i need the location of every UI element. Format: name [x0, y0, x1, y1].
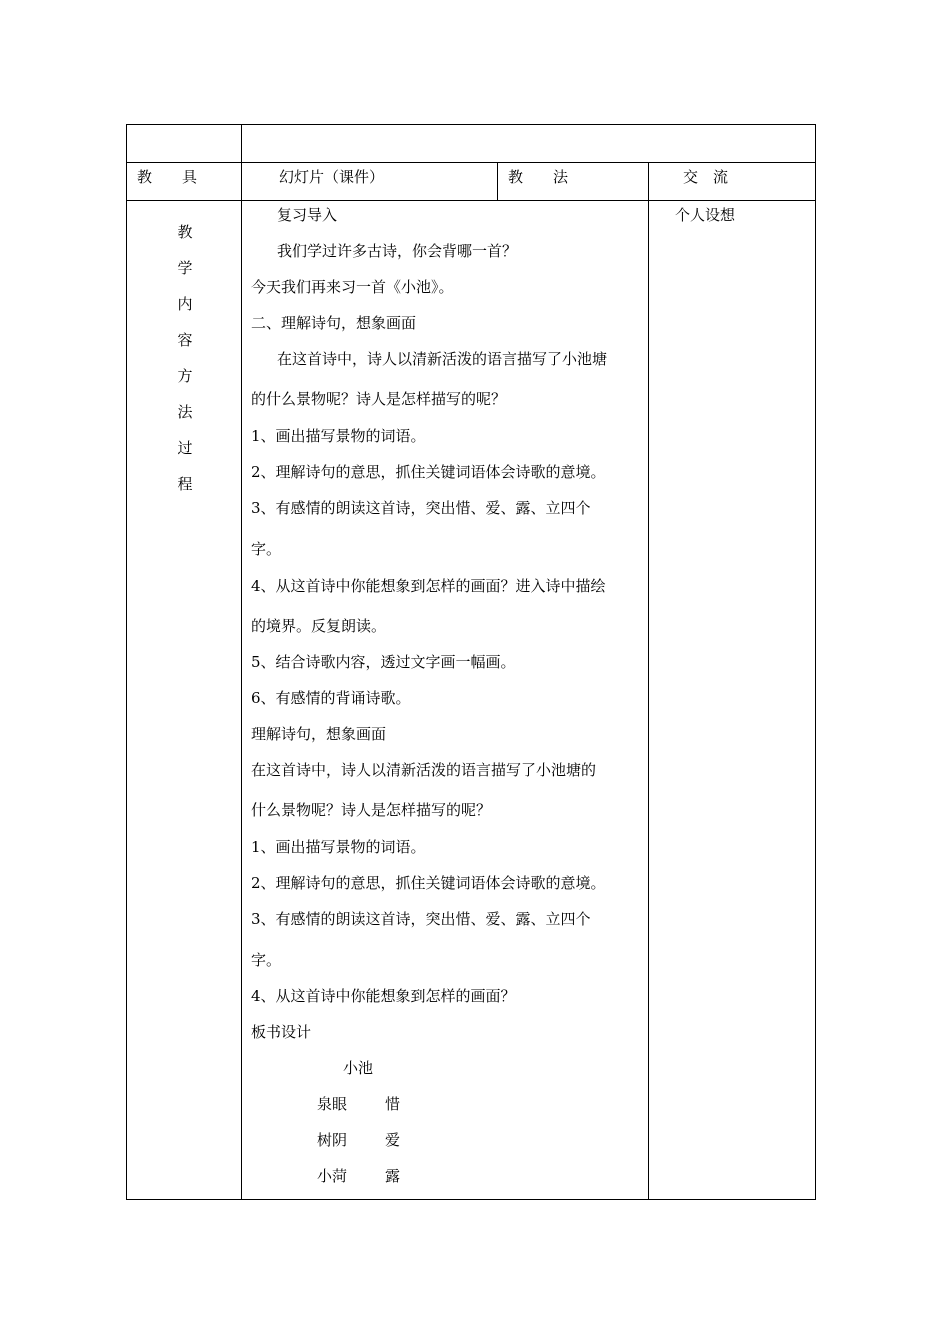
table-column-divider-2 — [497, 162, 498, 201]
content-line: 板书设计 — [251, 1023, 312, 1041]
content-line: 什么景物呢？诗人是怎样描写的呢？ — [251, 801, 492, 819]
table-row-divider-2 — [126, 200, 816, 201]
side-label-char: 程 — [177, 475, 193, 493]
content-line: 2、理解诗句的意思，抓住关键词语体会诗歌的意境。 — [251, 874, 606, 892]
content-line: 6、有感情的背诵诗歌。 — [251, 689, 411, 707]
board-row-left: 树阴 — [317, 1131, 348, 1149]
content-line: 理解诗句，想象画面 — [251, 725, 387, 743]
content-line: 1、画出描写景物的词语。 — [251, 838, 426, 856]
content-line: 我们学过许多古诗，你会背哪一首？ — [277, 242, 518, 260]
content-line: 二、理解诗句，想象画面 — [251, 314, 417, 332]
side-label-char: 方 — [177, 367, 193, 385]
side-label-char: 过 — [177, 439, 193, 457]
board-row-left: 泉眼 — [317, 1095, 348, 1113]
jiaoju-value: 幻灯片（课件） — [279, 168, 385, 186]
content-line: 3、有感情的朗读这首诗，突出惜、爱、露、立四个 — [251, 910, 591, 928]
content-line: 的什么景物呢？诗人是怎样描写的呢？ — [251, 390, 507, 408]
side-label-char: 法 — [177, 403, 193, 421]
personal-notes-heading: 个人设想 — [675, 206, 736, 224]
side-label-char: 教 — [177, 223, 193, 241]
content-line: 字。 — [251, 951, 282, 969]
table-column-divider-1 — [241, 124, 242, 1200]
content-line: 字。 — [251, 540, 282, 558]
board-title: 小池 — [343, 1059, 374, 1077]
content-line: 5、结合诗歌内容，透过文字画一幅画。 — [251, 653, 516, 671]
table-border-top — [126, 124, 816, 125]
content-line: 4、从这首诗中你能想象到怎样的画面？进入诗中描绘 — [251, 577, 606, 595]
board-row-right: 露 — [385, 1167, 401, 1185]
content-line: 复习导入 — [277, 206, 338, 224]
table-row-divider-1 — [126, 162, 816, 163]
side-label-char: 学 — [177, 259, 193, 277]
table-column-divider-3 — [648, 162, 649, 1200]
jiaoju-label: 教 具 — [137, 168, 198, 186]
table-border-bottom — [126, 1199, 816, 1200]
content-line: 今天我们再来习一首《小池》。 — [251, 278, 454, 296]
side-label-char: 容 — [177, 331, 193, 349]
content-line: 1、画出描写景物的词语。 — [251, 427, 426, 445]
board-row-right: 惜 — [385, 1095, 401, 1113]
board-row-right: 爱 — [385, 1131, 401, 1149]
board-row-left: 小菏 — [317, 1167, 348, 1185]
content-line: 的境界。反复朗读。 — [251, 617, 387, 635]
content-line: 3、有感情的朗读这首诗，突出惜、爱、露、立四个 — [251, 499, 591, 517]
side-label-char: 内 — [177, 295, 193, 313]
table-border-left — [126, 124, 127, 1200]
content-line: 4、从这首诗中你能想象到怎样的画面？ — [251, 987, 516, 1005]
table-border-right — [815, 124, 816, 1200]
content-line: 在这首诗中，诗人以清新活泼的语言描写了小池塘的 — [251, 761, 597, 779]
jiaofa-value: 交 流 — [683, 168, 729, 186]
jiaofa-label: 教 法 — [508, 168, 569, 186]
content-line: 在这首诗中，诗人以清新活泼的语言描写了小池塘 — [277, 350, 608, 368]
content-line: 2、理解诗句的意思，抓住关键词语体会诗歌的意境。 — [251, 463, 606, 481]
